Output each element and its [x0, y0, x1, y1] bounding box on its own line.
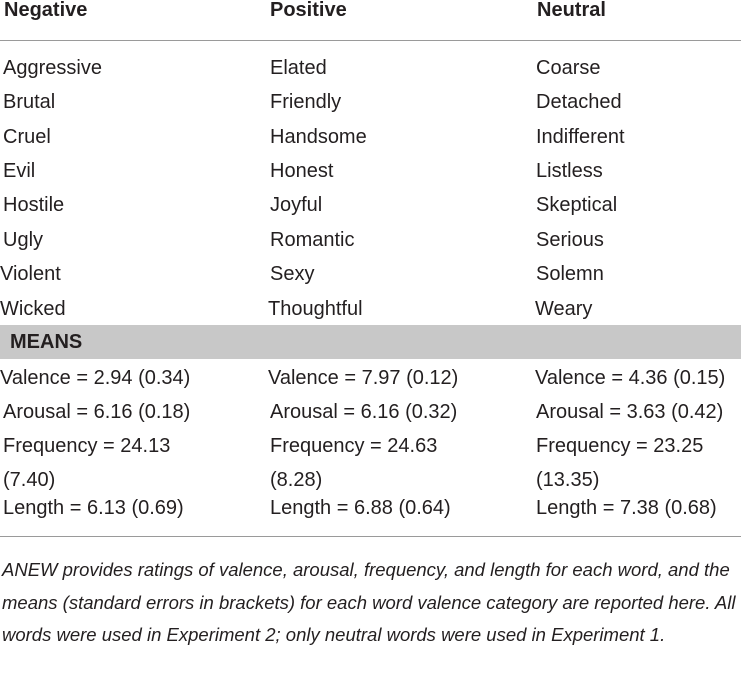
frequency-se-positive: (8.28): [270, 469, 323, 491]
table-cell: Solemn: [536, 263, 604, 285]
table-cell: Indifferent: [536, 126, 625, 148]
table-cell: Violent: [0, 263, 61, 285]
valence-negative: Valence = 2.94 (0.34): [0, 367, 191, 389]
header-positive: Positive: [270, 0, 347, 21]
frequency-negative: Frequency = 24.13: [3, 435, 171, 457]
frequency-positive: Frequency = 24.63: [270, 435, 438, 457]
table-cell: Ugly: [3, 229, 44, 251]
arousal-negative: Arousal = 6.16 (0.18): [3, 401, 191, 423]
length-neutral: Length = 7.38 (0.68): [536, 497, 717, 519]
table-cell: Sexy: [270, 263, 315, 285]
table-footnote: ANEW provides ratings of valence, arousal, frequency, and length for each word, and the means (standard errors in brackets) for each word valence category are reported here. All words were used in Experiment 2; only neutral words were used in Experiment 1.: [2, 559, 736, 645]
header-negative: Negative: [4, 0, 88, 21]
header-neutral: Neutral: [537, 0, 606, 21]
table-cell: Hostile: [3, 194, 65, 216]
frequency-neutral: Frequency = 23.25: [536, 435, 704, 457]
header-rule: [0, 40, 741, 41]
table-cell: Detached: [536, 91, 622, 113]
table-cell: Serious: [536, 229, 604, 251]
length-negative: Length = 6.13 (0.69): [3, 497, 184, 519]
valence-positive: Valence = 7.97 (0.12): [268, 367, 459, 389]
frequency-se-negative: (7.40): [3, 469, 56, 491]
table-cell: Cruel: [3, 126, 51, 148]
table-cell: Honest: [270, 160, 334, 182]
table-cell: Aggressive: [3, 57, 102, 79]
frequency-se-neutral: (13.35): [536, 469, 600, 491]
footer-rule: [0, 536, 741, 537]
table-cell: Brutal: [3, 91, 56, 113]
table-cell: Friendly: [270, 91, 342, 113]
table-cell: Romantic: [270, 229, 355, 251]
table-cell: Thoughtful: [268, 298, 363, 320]
table-cell: Evil: [3, 160, 36, 182]
arousal-positive: Arousal = 6.16 (0.32): [270, 401, 458, 423]
means-band: [0, 325, 741, 359]
table-cell: Handsome: [270, 126, 367, 148]
table-cell: Weary: [535, 298, 593, 320]
table-cell: Elated: [270, 57, 327, 79]
table-cell: Skeptical: [536, 194, 618, 216]
table-cell: Joyful: [270, 194, 323, 216]
means-label: MEANS: [10, 331, 83, 353]
table-cell: Listless: [536, 160, 603, 182]
table-cell: Wicked: [0, 298, 66, 320]
length-positive: Length = 6.88 (0.64): [270, 497, 451, 519]
valence-neutral: Valence = 4.36 (0.15): [535, 367, 726, 389]
arousal-neutral: Arousal = 3.63 (0.42): [536, 401, 724, 423]
table-cell: Coarse: [536, 57, 601, 79]
